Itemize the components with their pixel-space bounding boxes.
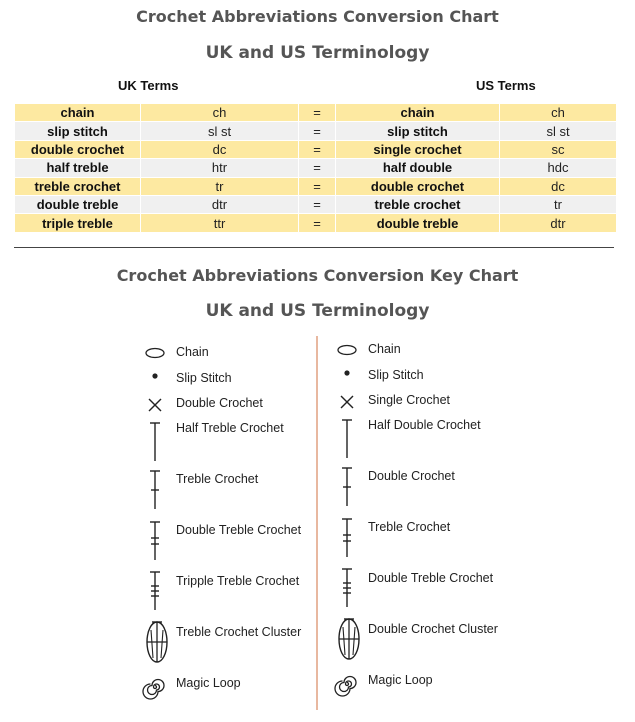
equals-cell: = xyxy=(299,159,336,177)
equals-cell: = xyxy=(299,122,336,140)
conversion-table xyxy=(14,103,617,233)
double-treble-icon xyxy=(144,521,166,561)
cluster-icon xyxy=(144,620,166,664)
cluster-icon xyxy=(336,617,358,661)
magic-loop-icon xyxy=(336,673,358,695)
uk-term-cell: double crochet xyxy=(15,140,141,158)
uk-term-cell: double treble xyxy=(15,195,141,213)
table-row xyxy=(15,159,617,177)
table-row xyxy=(15,122,617,140)
us-term-cell: half double xyxy=(336,159,500,177)
table-row xyxy=(15,104,617,122)
us-abbr-cell: dc xyxy=(500,177,617,195)
us-key-label: Single Crochet xyxy=(368,393,450,407)
uk-term-cell: treble crochet xyxy=(15,177,141,195)
chart-subtitle: UK and US Terminology xyxy=(205,43,430,63)
us-key-label: Chain xyxy=(368,342,401,356)
key-chart-title: Crochet Abbreviations Conversion Key Chart xyxy=(116,266,519,285)
table-row xyxy=(15,195,617,213)
us-abbr-cell: ch xyxy=(500,104,617,122)
uk-term-cell: half treble xyxy=(15,159,141,177)
uk-key-label: Double Treble Crochet xyxy=(176,523,302,537)
us-term-cell: single crochet xyxy=(336,140,500,158)
uk-key-label: Tripple Treble Crochet xyxy=(176,574,300,588)
uk-abbr-cell: dc xyxy=(141,140,299,158)
cross-icon xyxy=(144,397,166,413)
equals-cell: = xyxy=(299,104,336,122)
uk-abbr-cell: sl st xyxy=(141,122,299,140)
conversion-table-body xyxy=(15,104,617,233)
slip-stitch-icon xyxy=(144,372,166,380)
cross-icon xyxy=(336,394,358,410)
equals-cell: = xyxy=(299,214,336,232)
us-abbr-cell: sl st xyxy=(500,122,617,140)
table-row xyxy=(15,140,617,158)
double-treble-icon xyxy=(336,518,358,558)
us-key-label: Slip Stitch xyxy=(368,368,424,382)
half-treble-icon xyxy=(336,419,358,459)
us-abbr-cell: sc xyxy=(500,140,617,158)
uk-term-cell: slip stitch xyxy=(15,122,141,140)
uk-abbr-cell: htr xyxy=(141,159,299,177)
us-abbr-cell: hdc xyxy=(500,159,617,177)
uk-abbr-cell: ch xyxy=(141,104,299,122)
section-divider xyxy=(14,247,614,248)
uk-key-label: Treble Crochet xyxy=(176,472,259,486)
us-key-label: Magic Loop xyxy=(368,673,433,687)
chain-icon xyxy=(144,347,166,359)
chain-icon xyxy=(336,344,358,356)
uk-abbr-cell: ttr xyxy=(141,214,299,232)
slip-stitch-icon xyxy=(336,369,358,377)
magic-loop-icon xyxy=(144,676,166,698)
us-abbr-cell: tr xyxy=(500,195,617,213)
uk-key-label: Magic Loop xyxy=(176,676,241,690)
us-key-label: Half Double Crochet xyxy=(368,418,481,432)
uk-term-cell: chain xyxy=(15,104,141,122)
uk-key-label: Double Crochet xyxy=(176,396,263,410)
treble-icon xyxy=(144,470,166,510)
triple-treble-icon xyxy=(336,568,358,608)
uk-abbr-cell: tr xyxy=(141,177,299,195)
equals-cell: = xyxy=(299,177,336,195)
us-term-cell: chain xyxy=(336,104,500,122)
us-abbr-cell: dtr xyxy=(500,214,617,232)
us-key-label: Double Crochet Cluster xyxy=(368,622,498,636)
us-term-cell: double crochet xyxy=(336,177,500,195)
triple-treble-icon xyxy=(144,571,166,611)
us-term-cell: slip stitch xyxy=(336,122,500,140)
uk-term-cell: triple treble xyxy=(15,214,141,232)
table-row xyxy=(15,177,617,195)
half-treble-icon xyxy=(144,422,166,462)
us-terms-header: US Terms xyxy=(476,78,536,93)
chart-title: Crochet Abbreviations Conversion Chart xyxy=(136,7,499,26)
us-term-cell: double treble xyxy=(336,214,500,232)
uk-key-label: Chain xyxy=(176,345,209,359)
uk-terms-header: UK Terms xyxy=(118,78,179,93)
table-row xyxy=(15,214,617,232)
key-chart-subtitle: UK and US Terminology xyxy=(205,301,430,321)
uk-abbr-cell: dtr xyxy=(141,195,299,213)
uk-key-label: Slip Stitch xyxy=(176,371,232,385)
treble-icon xyxy=(336,467,358,507)
us-key-label: Double Treble Crochet xyxy=(368,571,494,585)
us-key-label: Treble Crochet xyxy=(368,520,451,534)
uk-key-label: Half Treble Crochet xyxy=(176,421,284,435)
column-divider xyxy=(316,336,318,710)
us-term-cell: treble crochet xyxy=(336,195,500,213)
equals-cell: = xyxy=(299,195,336,213)
uk-key-label: Treble Crochet Cluster xyxy=(176,625,302,639)
equals-cell: = xyxy=(299,140,336,158)
us-key-label: Double Crochet xyxy=(368,469,455,483)
